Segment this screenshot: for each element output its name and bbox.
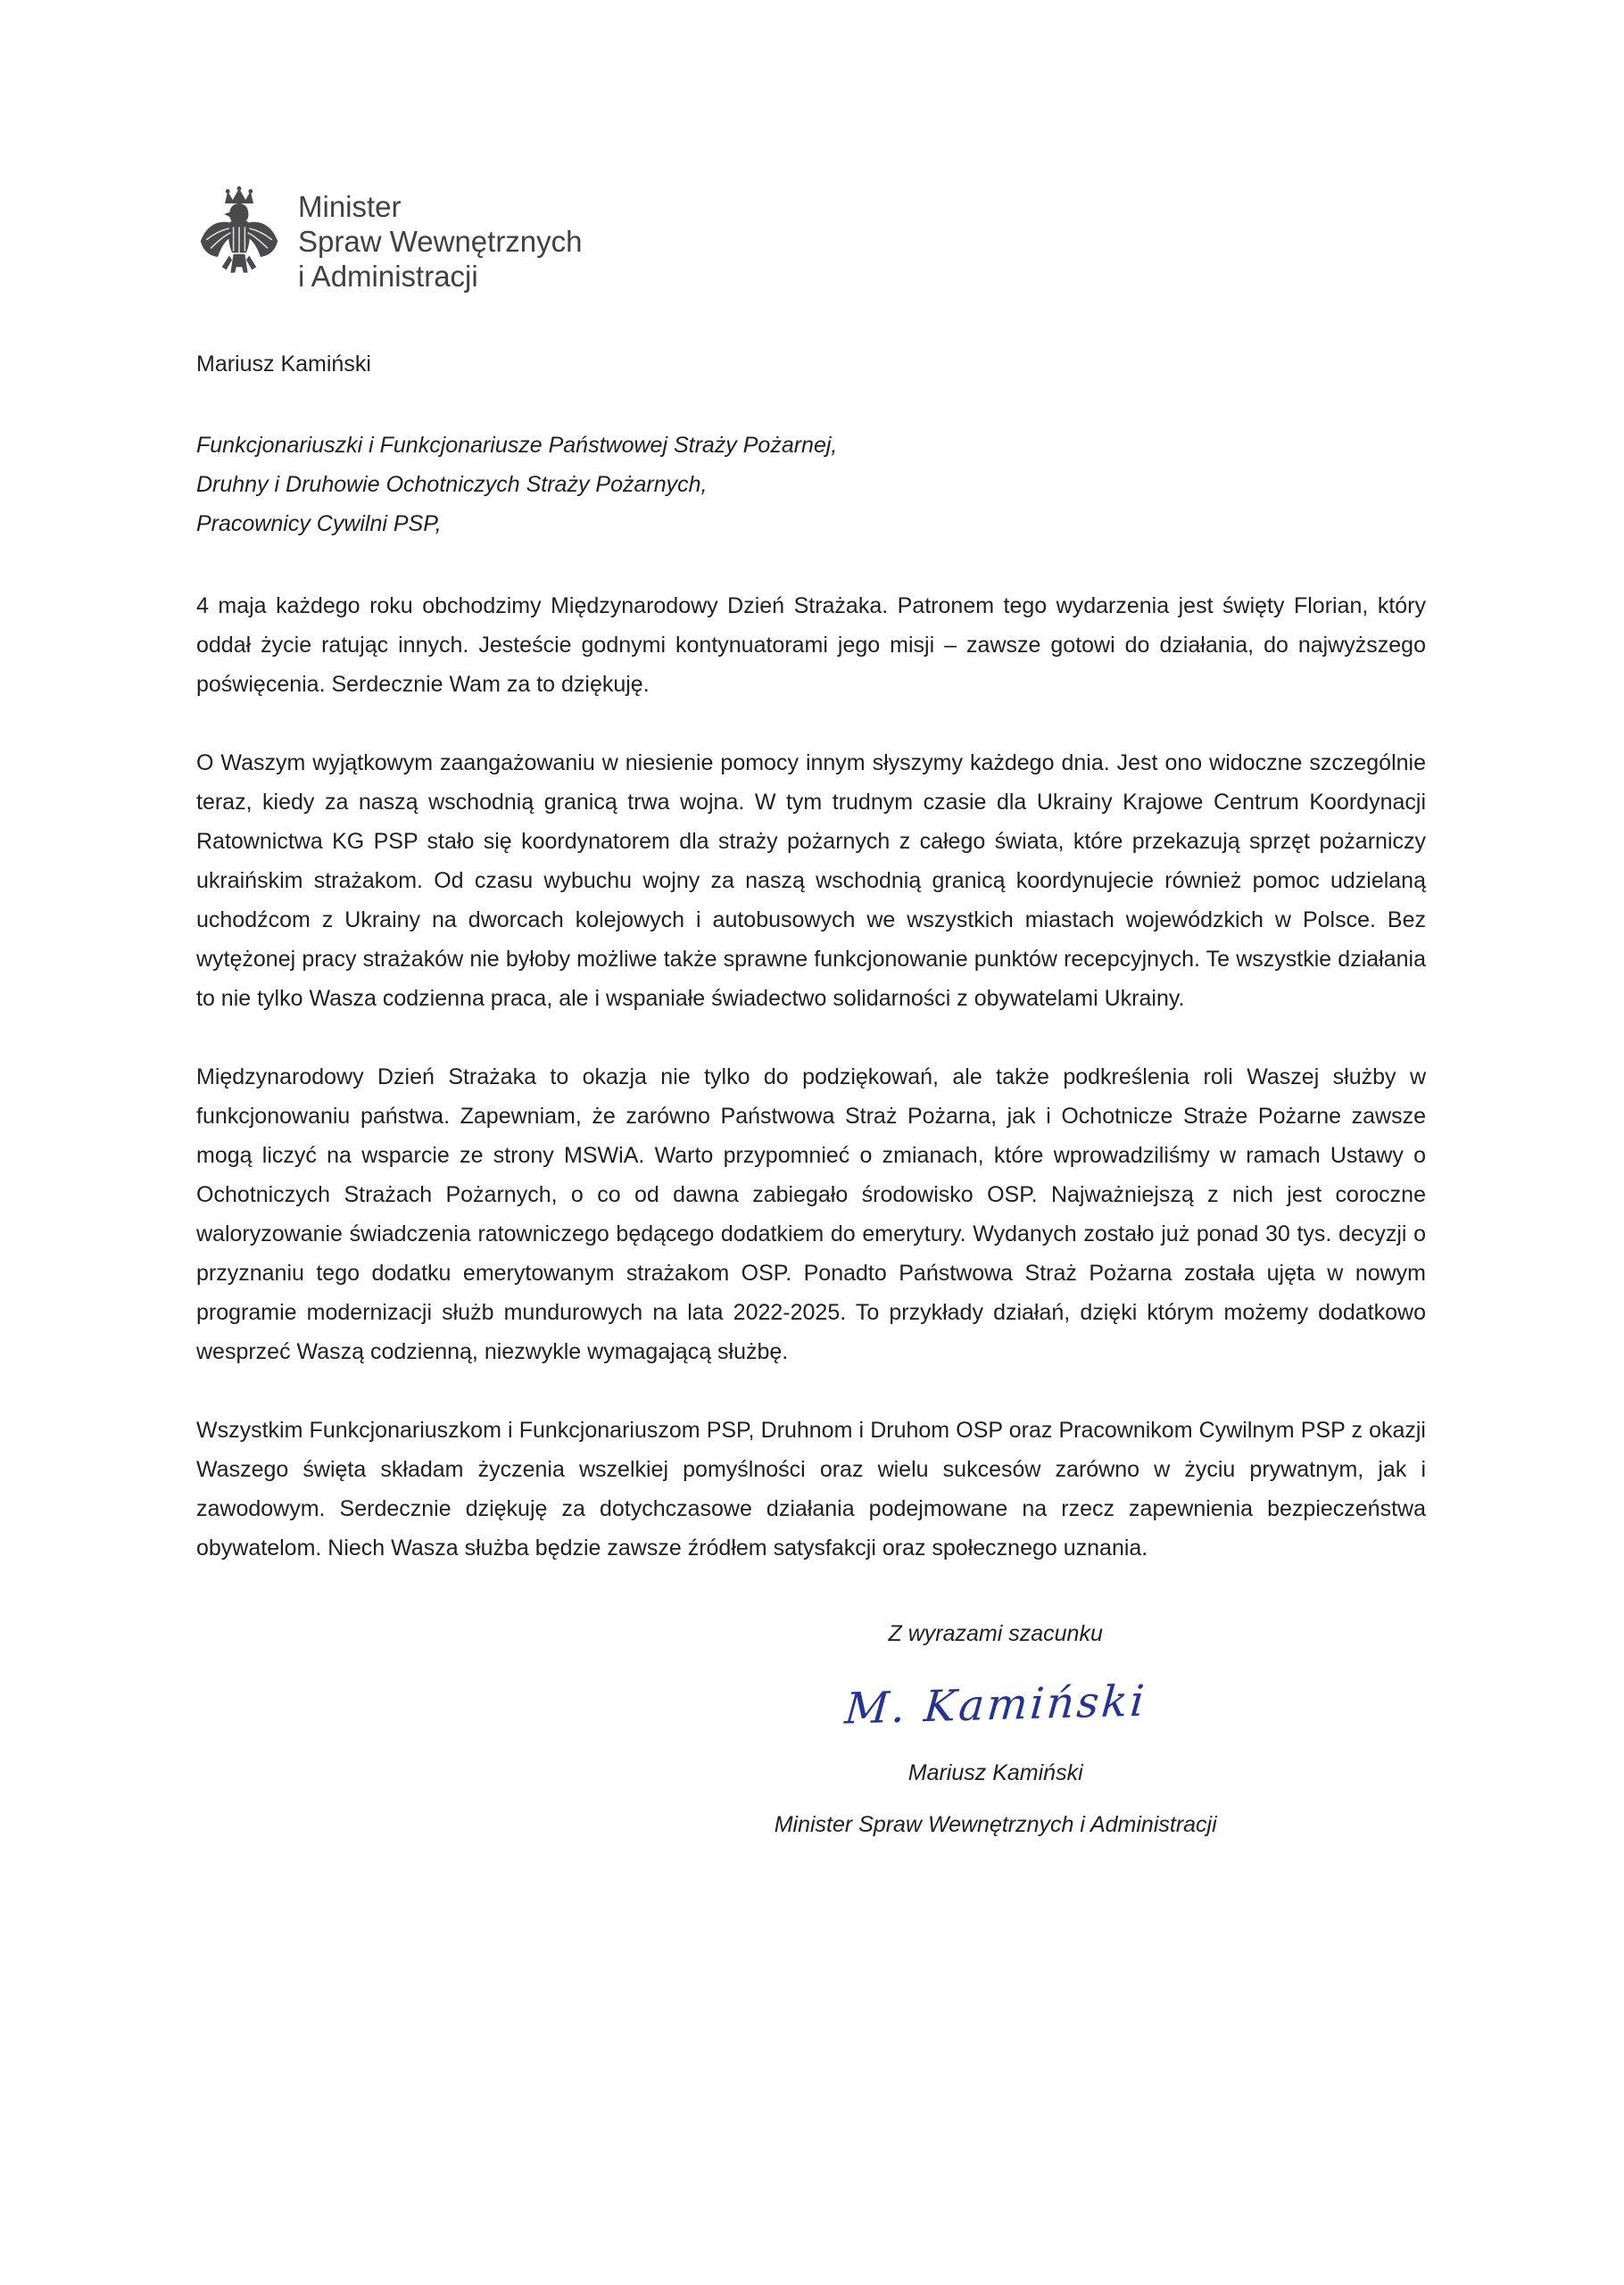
closing-text: Z wyrazami szacunku bbox=[888, 1621, 1103, 1646]
ministry-title-line-3: i Administracji bbox=[298, 260, 478, 293]
letter-paragraph-1: 4 maja każdego roku obchodzimy Międzynarodowy Dzień Strażaka. Patronem tego wydarzenia jest święty Florian, który oddał życie ratując innych. Jesteście godnymi kontynuatorami jego misji – zawsze gotowi do działania, do najwyższego poświęcenia. Serdecznie Wam za to dziękuję. bbox=[196, 593, 1426, 697]
signature-title: Minister Spraw Wewnętrznych i Administracji bbox=[774, 1812, 1217, 1837]
salutation-line-1: Funkcjonariuszki i Funkcjonariusze Państwowej Straży Pożarnej, bbox=[196, 433, 838, 458]
polish-eagle-emblem-icon bbox=[196, 186, 282, 286]
ministry-title bbox=[298, 186, 583, 294]
letterhead bbox=[196, 186, 1426, 294]
closing-block bbox=[713, 1614, 1279, 1842]
letter-paragraph-4: Wszystkim Funkcjonariuszkom i Funkcjonariuszom PSP, Druhnom i Druhom OSP oraz Pracownikom Cywilnym PSP z okazji Waszego święta składam życzenia wszelkiej pomyślności oraz wielu sukcesów zarówno w życiu prywatnym, jak i zawodowym. Serdecznie dziękuję za dotychczasowe działania podejmowane na rzecz zapewnienia bezpieczeństwa obywatelom. Niech Wasza służba będzie zawsze źródłem satysfakcji oraz społecznego uznania. bbox=[196, 1418, 1426, 1561]
salutation bbox=[196, 426, 1426, 543]
salutation-line-3: Pracownicy Cywilni PSP, bbox=[196, 511, 442, 536]
ministry-title-line-2: Spraw Wewnętrznych bbox=[298, 225, 583, 258]
salutation-line-2: Druhny i Druhowie Ochotniczych Straży Pożarnych, bbox=[196, 472, 708, 497]
letter-paragraph-2: O Waszym wyjątkowym zaangażowaniu w niesienie pomocy innym słyszymy każdego dnia. Jest ono widoczne szczególnie teraz, kiedy za naszą wschodnią granicą trwa wojna. W tym trudnym czasie dla Ukrainy Krajowe Centrum Koordynacji Ratownictwa KG PSP stało się koordynatorem dla straży pożarnych z całego świata, które przekazują sprzęt pożarniczy ukraińskim strażakom. Od czasu wybuchu wojny za naszą wschodnią granicą koordynujecie również pomoc udzielaną uchodźcom z Ukrainy na dworcach kolejowych i autobusowych we wszystkich miastach wojewódzkich w Polsce. Bez wytężonej pracy strażaków nie byłoby możliwe także sprawne funkcjonowanie punktów recepcyjnych. Te wszystkie działania to nie tylko Wasza codzienna praca, ale i wspaniałe świadectwo solidarności z obywatelami Ukrainy. bbox=[196, 750, 1426, 1011]
letter-paragraph-3: Międzynarodowy Dzień Strażaka to okazja nie tylko do podziękowań, ale także podkreślenia roli Waszej służby w funkcjonowaniu państwa. Zapewniam, że zarówno Państwowa Straż Pożarna, jak i Ochotnicze Straże Pożarne zawsze mogą liczyć na wsparcie ze strony MSWiA. Warto przypomnieć o zmianach, które wprowadziliśmy w ramach Ustawy o Ochotniczych Strażach Pożarnych, o co od dawna zabiegało środowisko OSP. Najważniejszą z nich jest coroczne waloryzowanie świadczenia ratowniczego będącego dodatkiem do emerytury. Wydanych zostało już ponad 30 tys. decyzji o przyznaniu tego dodatku emerytowanym strażakom OSP. Ponadto Państwowa Straż Pożarna została ujęta w nowym programie modernizacji służb mundurowych na lata 2022-2025. To przykłady działań, dzięki którym możemy dodatkowo wesprzeć Waszą codzienną, niezwykle wymagającą służbę. bbox=[196, 1064, 1426, 1364]
sender-name: Mariusz Kamiński bbox=[196, 352, 371, 377]
handwritten-signature: M. Kamiński bbox=[842, 1676, 1148, 1734]
letter-body bbox=[196, 586, 1426, 1568]
ministry-title-line-1: Minister bbox=[298, 190, 402, 223]
signature-name: Mariusz Kamiński bbox=[907, 1760, 1083, 1785]
